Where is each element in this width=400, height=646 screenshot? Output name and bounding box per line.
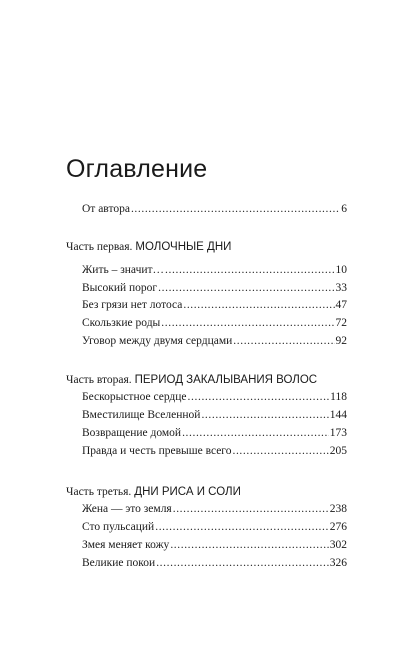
dot-leader [155,520,329,534]
toc-entry-label: Сто пульсаций [82,521,155,533]
dot-leader [188,390,330,404]
toc-entry-label: От автора [82,203,130,215]
dot-leader [182,426,329,440]
toc-entry-label: Жить – значит… [82,264,165,276]
toc-entry[interactable] [82,502,347,516]
toc-entry-label: Вместилище Вселенной [82,409,201,421]
toc-entry[interactable] [82,556,347,570]
part-name: МОЛОЧНЫЕ ДНИ [135,241,232,253]
toc-page-number: 118 [330,391,347,403]
toc-entry[interactable] [82,316,347,330]
dot-leader [232,444,328,458]
dot-leader [156,556,329,570]
part-label: Часть третья. [66,486,132,498]
toc-page-number: 47 [335,299,347,311]
toc-page-number: 92 [335,335,347,347]
dot-leader [165,263,334,277]
toc-entry-preface[interactable] [82,202,347,216]
toc-entry[interactable] [82,281,347,295]
toc-entry-label: Высокий порог [82,282,158,294]
part-name: ПЕРИОД ЗАКАЛЫВАНИЯ ВОЛОС [134,374,318,386]
dot-leader [201,408,328,422]
part-label: Часть вторая. [66,374,132,386]
dot-leader [173,502,329,516]
dot-leader [183,298,334,312]
toc-entry-label: Уговор между двумя сердцами [82,335,233,347]
toc-page-number: 205 [329,445,347,457]
part-name: ДНИ РИСА И СОЛИ [134,486,241,498]
toc-entry[interactable] [82,298,347,312]
toc-entry[interactable] [82,334,347,348]
dot-leader [170,538,328,552]
toc-page-number: 276 [329,521,347,533]
part-label: Часть первая. [66,241,133,253]
toc-page-number: 10 [335,264,347,276]
toc-entry[interactable] [82,390,347,404]
toc-page-number: 72 [335,317,347,329]
toc-entry[interactable] [82,426,347,440]
toc-page-number: 302 [329,539,347,551]
toc-page-number: 6 [341,203,347,215]
toc-entry[interactable] [82,263,347,277]
dot-leader [233,334,334,348]
toc-entry[interactable] [82,520,347,534]
part-heading-2 [66,373,317,387]
toc-entry-label: Правда и честь превыше всего [82,445,232,457]
toc-entry-label: Возвращение домой [82,427,182,439]
dot-leader [161,316,334,330]
toc-entry-label: Великие покои [82,557,156,569]
toc-page-number: 144 [329,409,347,421]
toc-page-number: 173 [329,427,347,439]
toc-entry-label: Жена — это земля [82,503,172,515]
toc-entry-label: Змея меняет кожу [82,539,170,551]
part-heading-3 [66,485,241,499]
toc-entry[interactable] [82,538,347,552]
toc-page-number: 326 [329,557,347,569]
dot-leader [131,202,340,216]
page-title: Оглавление [66,155,208,183]
dot-leader [158,281,334,295]
toc-page-number: 33 [335,282,347,294]
part-heading-1 [66,240,231,254]
toc-entry-label: Скользкие роды [82,317,161,329]
toc-entry-label: Без грязи нет лотоса [82,299,183,311]
toc-entry[interactable] [82,408,347,422]
toc-entry[interactable] [82,444,347,458]
toc-entry-label: Бескорыстное сердце [82,391,187,403]
toc-page-number: 238 [329,503,347,515]
